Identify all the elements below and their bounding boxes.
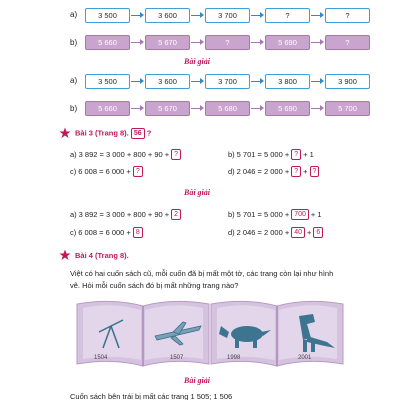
arrow-icon [190, 101, 205, 116]
solution-a-box-4: 3 800 [265, 74, 310, 89]
bai3-solution-heading: Bài giải [184, 188, 211, 197]
label: a) [70, 150, 77, 159]
expression: 2 046 = 2 000 + [236, 228, 290, 237]
problem-b-box-5: ? [325, 35, 370, 50]
row-a-label: a) [70, 10, 78, 19]
answer-box: 8 [133, 227, 143, 238]
plus-sign: + [303, 167, 308, 176]
expression: 3 892 = 3 000 + 800 + 90 + [78, 150, 170, 159]
arrow-icon [250, 101, 265, 116]
bai3-question-c [70, 166, 143, 177]
expression: 6 008 = 6 000 + [78, 228, 131, 237]
star-icon [59, 127, 71, 139]
label: c) [70, 228, 77, 237]
solution-a-box-3: 3 700 [205, 74, 250, 89]
solution-b-box-2: 5 670 [145, 101, 190, 116]
bai3-question-b [228, 149, 314, 160]
arrow-icon [130, 35, 145, 50]
bai4-problem-line-2: vẽ. Hỏi mỗi cuốn sách đó bị mất những trang nào? [70, 281, 239, 290]
answer-box: 700 [291, 209, 309, 220]
solution-b-box-3: 5 680 [205, 101, 250, 116]
label: d) [228, 167, 235, 176]
bai4-problem-line-1: Việt có hai cuốn sách cũ, mỗi cuốn đã bị mất một tờ, các trang còn lại như hình [70, 269, 334, 278]
expression: 6 008 = 6 000 + [78, 167, 131, 176]
book1-page-left: 1504 [94, 355, 108, 361]
answer-box-1: ? [291, 166, 301, 177]
arrow-icon [250, 74, 265, 89]
problem-a-box-3: 3 700 [205, 8, 250, 23]
expression: 2 046 = 2 000 + [236, 167, 290, 176]
solution-a-box-2: 3 600 [145, 74, 190, 89]
expression-tail: + 1 [303, 150, 314, 159]
expression: 3 892 = 3 000 + 800 + 90 + [78, 210, 170, 219]
book2-page-right: 2001 [298, 355, 312, 361]
problem-b-chain [85, 35, 370, 50]
expression: 5 701 = 5 000 + [236, 210, 290, 219]
arrow-icon [190, 8, 205, 23]
arrow-icon [250, 8, 265, 23]
problem-a-chain [85, 8, 370, 23]
label: a) [70, 210, 77, 219]
arrow-icon [310, 101, 325, 116]
plus-sign: + [307, 228, 312, 237]
solution-b-box-5: 5 700 [325, 101, 370, 116]
bai4-solution-heading: Bài giải [184, 376, 211, 385]
label: c) [70, 167, 77, 176]
row-b-label: b) [70, 38, 78, 47]
answer-box: ? [291, 149, 301, 160]
bai3-title [75, 128, 151, 139]
bai3-title-suffix: ? [146, 128, 152, 138]
problem-b-box-1: 5 660 [85, 35, 130, 50]
arrow-icon [250, 35, 265, 50]
answer-box: 2 [171, 209, 181, 220]
bai3-question-d [228, 166, 319, 177]
answer-box: ? [171, 149, 181, 160]
arrow-icon [130, 101, 145, 116]
arrow-icon [130, 74, 145, 89]
bai3-solution-d [228, 227, 323, 238]
star-icon [59, 249, 71, 261]
label: b) [228, 210, 235, 219]
answer-box-2: 6 [313, 227, 323, 238]
solution-a-chain [85, 74, 370, 89]
row-b-label: b) [70, 104, 78, 113]
bai3-solution-a [70, 209, 181, 220]
expression: 5 701 = 5 000 + [236, 150, 290, 159]
bai3-title-box: 56 [131, 128, 145, 139]
row-a-label: a) [70, 76, 78, 85]
problem-a-box-5: ? [325, 8, 370, 23]
answer-box: ? [133, 166, 143, 177]
bai3-solution-b [228, 209, 322, 220]
book2-page-left: 1998 [227, 355, 241, 361]
solution-heading-1: Bài giải [184, 57, 211, 66]
bai4-answer-line: Cuốn sách bên trái bị mất các trang 1 505; 1 506 [70, 392, 233, 400]
book1-page-right: 1507 [170, 355, 184, 361]
problem-b-box-4: 5 690 [265, 35, 310, 50]
solution-b-box-1: 5 660 [85, 101, 130, 116]
expression-tail: + 1 [310, 210, 322, 219]
solution-b-box-4: 5 690 [265, 101, 310, 116]
answer-box-1: 40 [291, 227, 305, 238]
bai4-title: Bài 4 (Trang 8). [75, 251, 129, 260]
solution-b-chain [85, 101, 370, 116]
bai3-title-prefix: Bài 3 (Trang 8). [75, 128, 129, 138]
problem-b-box-3: ? [205, 35, 250, 50]
arrow-icon [310, 8, 325, 23]
arrow-icon [310, 35, 325, 50]
problem-a-box-4: ? [265, 8, 310, 23]
label: b) [228, 150, 235, 159]
arrow-icon [190, 35, 205, 50]
solution-a-box-1: 3 500 [85, 74, 130, 89]
problem-b-box-2: 5 670 [145, 35, 190, 50]
answer-box-2: ? [310, 166, 320, 177]
bai3-solution-c [70, 227, 143, 238]
problem-a-box-1: 3 500 [85, 8, 130, 23]
arrow-icon [310, 74, 325, 89]
label: d) [228, 228, 235, 237]
solution-a-box-5: 3 900 [325, 74, 370, 89]
arrow-icon [190, 74, 205, 89]
arrow-icon [130, 8, 145, 23]
problem-a-box-2: 3 600 [145, 8, 190, 23]
bai3-question-a [70, 149, 181, 160]
